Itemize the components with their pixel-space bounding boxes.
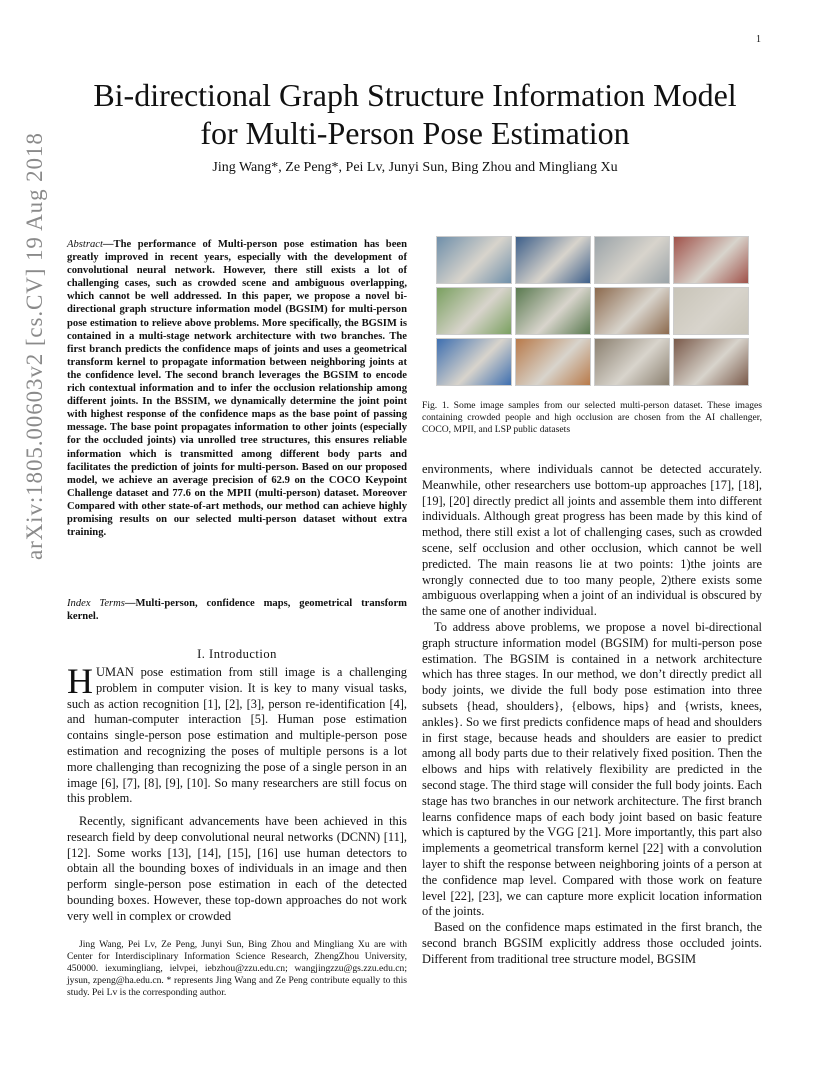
dataset-sample-photo [673, 236, 749, 284]
index-terms-label: Index Terms [67, 598, 125, 609]
drop-cap: H [67, 661, 93, 701]
intro-paragraph-1-text: UMAN pose estimation from still image is a challenging problem in computer vision. It is key to many visual tasks, such as action recognition [1], [2], [3], person re-identification [4], and human-computer interaction [5]. Human pose estimation contains single-person pose estimation and multiple-person pose estimation and recognizing the poses of multiple persons is a lot more challenging than recognizing the pose of a single person in an image [6], [7], [8], [9], [10]. So many researchers are still focus on this problem. [67, 665, 407, 806]
title-line-2: for Multi-Person Pose Estimation [200, 115, 630, 151]
intro-paragraph-1 [67, 661, 407, 807]
dataset-sample-photo [515, 287, 591, 335]
footnote-text: Jing Wang, Pei Lv, Ze Peng, Junyi Sun, Bing Zhou and Mingliang Xu are with Center for Interdisciplinary Information Science Research, ZhengZhou University, 450000. iexumingliang, ielvpei, iebzhou@zzu.edu.cn; wangjingzzu@gs.zzu.edu.cn; jysun, zpeng@ha.edu.cn. * represents Jing Wang and Ze Peng contribute equally to this study. Pei Lv is the corresponding author. [67, 939, 407, 998]
arxiv-identifier: arXiv:1805.00603v2 [cs.CV] 19 Aug 2018 [22, 132, 47, 560]
affiliation-footnote [67, 939, 407, 999]
title-line-1: Bi-directional Graph Structure Information Model [93, 77, 737, 113]
dataset-sample-photo [515, 338, 591, 386]
dataset-sample-photo [515, 236, 591, 284]
dataset-sample-photo [594, 287, 670, 335]
dataset-sample-photo [673, 338, 749, 386]
author-list: Jing Wang*, Ze Peng*, Pei Lv, Junyi Sun, Bing Zhou and Mingliang Xu [212, 160, 618, 175]
dataset-sample-photo [594, 236, 670, 284]
intro-paragraph-2 [67, 814, 407, 925]
right-paragraph-2: To address above problems, we propose a novel bi-directional graph structure information model (BGSIM) for multi-person pose estimation. The BGSIM is contained in a network architecture which has three stages. In our method, we don’t directly predict all body joints, we divide the full body pose estimation into three subsets {head, shoulders}, {elbows, hips} and {wrists, knees, ankles}. So we first predicts confidence maps of head and shoulders in first stage, because heads and shoulders are easier to predict among all body parts due to their relatively fixed position. Then the elbows and hips with relatively flexibility are predicted in the second stage. The third stage will consider the full body joints. Each stage has two branches in our network architecture. The first branch learns confidence maps of each body joint based on basic feature which is captured by the VGG [21]. More importantly, this part also implements a geometrical transform kernel [22] with a convolution layer to shift the response between neighboring joints of a person at the confidence map level. Compared with those work on feature level [22], [23], we can capture more explicit location information of the joints. [422, 619, 762, 919]
figure-1-caption: Fig. 1. Some image samples from our selected multi-person dataset. These images containing crowded people and high occlusion are chosen from the AI challenger, COCO, MPII, and LSP public datasets [422, 400, 762, 435]
dataset-sample-photo [436, 287, 512, 335]
intro-paragraph-2-text: Recently, significant advancements have been achieved in this research field by deep convolutional neural networks (DCNN) [11], [12]. Some works [13], [14], [15], [16] use human detectors to obtain all the bounding boxes of individuals in an image and then perform single-person pose estimation in each of the detected bounding boxes. However, these top-down approaches do not work very well in complex or crowded [67, 814, 407, 923]
dataset-sample-photo [673, 287, 749, 335]
dataset-sample-photo [436, 338, 512, 386]
paper-title [70, 76, 760, 152]
page-number: 1 [756, 34, 761, 45]
abstract-label: Abstract [67, 239, 103, 250]
right-paragraph-3: Based on the confidence maps estimated in the first branch, the second branch BGSIM explicitly address those occluded joints. Different from traditional tree structure model, BGSIM [422, 920, 762, 966]
dataset-sample-photo [594, 338, 670, 386]
right-column-text [422, 462, 762, 968]
right-paragraph-1: environments, where individuals cannot be detected accurately. Meanwhile, other researchers use bottom-up approaches [17], [18], [19], [20] directly predict all joints and assemble them into different individuals. Although great progress has been made by this kind of method, there still exist a lot of challenging cases, such as crowded scene, self occlusion and other occlusion, which cannot be well predicted. The main reasons lie at two points: 1)the joints are wrongly connected due to too many people, 2)there exists some ambiguous overlapping when a joint of an individual is obscured by the same one of another individual. [422, 462, 762, 619]
section-heading-introduction: I. Introduction [197, 647, 277, 661]
figure-1-image-grid [436, 236, 748, 384]
index-terms-text: —Multi-person, confidence maps, geometrical transform kernel. [67, 598, 407, 623]
dataset-sample-photo [436, 236, 512, 284]
abstract [67, 238, 407, 539]
index-terms [67, 597, 407, 623]
abstract-text: —The performance of Multi-person pose estimation has been greatly improved in recent years, especially with the development of convolutional neural network. However, there still exists a lot of challenging cases, such as crowded scene and ambiguous overlapping, which cannot be well addressed. In this paper, we propose a novel bi-directional graph structure information model (BGSIM) for multi-person pose estimation to relieve above problems. More specifically, the BGSIM is contained in a multi-stage network architecture with two branches. The first branch predicts the confidence maps of joints and uses a geometrical transform kernel to propagate information between neighboring joints at the confidence level. The second branch leverages the BGSIM to encode rich contextual information and to infer the occlusion relationship among different joints. In the BSSIM, we dynamically determine the joint point with highest response of the confidence maps as the base point of passing message. The base point propagates information to other joints (especially for the occluded joints) via unrolled tree structures, this ensures reliable information which is transmitted among different body parts and facilitates the prediction of joints for multi-person. Based on our proposed model, we achieve an average precision of 62.9 on the COCO Keypoint Challenge dataset and 77.6 on the MPII (multi-person) dataset. Moreover Compared with other state-of-art methods, our method can achieve highly promising results on our selected multi-person dataset without extra training. [67, 239, 407, 539]
